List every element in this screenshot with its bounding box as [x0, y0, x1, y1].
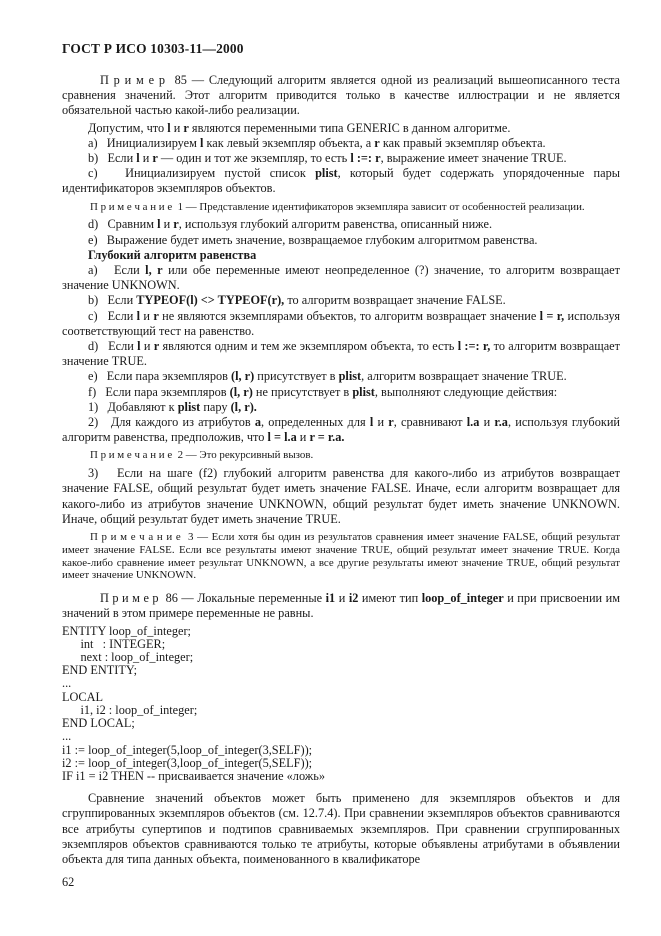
paragraph: 1) Добавляют к plist пару (l, r). [88, 399, 257, 414]
code-line: int : INTEGER; [62, 636, 166, 651]
paragraph: 2) Для каждого из атрибутов a, определенных для l и r, сравнивают l.a и r.a, используя глубокий алгоритм равенства, предположив, что l = l.a и r = r.a. [62, 415, 620, 445]
example-paragraph: П р и м е р 85 — Следующий алгоритм является одной из реализаций вышеописанного теста сравнения значений. Этот алгоритм приводится только в качестве иллюстрации и не является обязательной частью какой-либо реализации. [62, 73, 620, 118]
paragraph: d) Если l и r являются одним и тем же экземпляром объекта, то есть l :=: r, то алгоритм возвращает значение TRUE. [62, 339, 620, 369]
code-line: ... [62, 676, 72, 691]
note: П р и м е ч а н и е 3 — Если хотя бы один из результатов сравнения имеет значение FALSE, общий результат имеет значение FALSE. Если все результаты имеют значение TRUE, общий результат имеет значение TRUE. Когда какое-либо сравнение имеет результат UNKNOWN, а все другие результаты имеют значение TRUE, общий результат имеет значение UNKNOWN. [62, 531, 620, 582]
code-line: END ENTITY; [62, 663, 138, 678]
example-paragraph: П р и м е р 86 — Локальные переменные i1 и i2 имеют тип loop_of_integer и при присвоении им значений в этом примере переменные не равны. [62, 591, 620, 621]
paragraph: a) Если l, r или обе переменные имеют неопределенное (?) значение, то алгоритм возвращает значение UNKNOWN. [62, 263, 620, 293]
paragraph: e) Выражение будет иметь значение, возвращаемое глубоким алгоритмом равенства. [88, 232, 538, 247]
paragraph: c) Если l и r не являются экземплярами объектов, то алгоритм возвращает значение l = r, используя соответствующий тест на равенство. [62, 308, 620, 338]
note: П р и м е ч а н и е 1 — Представление идентификаторов экземпляра зависит от особенностей реализации. [90, 200, 585, 213]
paragraph: f) Если пара экземпляров (l, r) не присутствует в plist, выполняют следующие действия: [88, 384, 558, 399]
paragraph: e) Если пара экземпляров (l, r) присутствует в plist, алгоритм возвращает значение TRUE. [88, 369, 567, 384]
paragraph: c) Инициализируем пустой список plist, который будет содержать упорядоченные пары идентификаторов экземпляров объектов. [62, 166, 621, 196]
paragraph: a) Инициализируем l как левый экземпляр объекта, а r как правый экземпляр объекта. [88, 135, 546, 150]
code-line: ENTITY loop_of_integer; [62, 623, 191, 638]
code-line: next : loop_of_integer; [62, 650, 194, 665]
note: П р и м е ч а н и е 2 — Это рекурсивный вызов. [90, 449, 314, 462]
code-line: ... [62, 729, 72, 744]
code-line: i1, i2 : loop_of_integer; [62, 702, 198, 717]
code-line: i2 := loop_of_integer(3,loop_of_integer(5,SELF)); [62, 755, 313, 770]
express-code-block [62, 625, 620, 783]
paragraph: Допустим, что l и r являются переменными типа GENERIC в данном алгоритме. [88, 120, 511, 135]
code-line: END LOCAL; [62, 716, 135, 731]
code-line: IF i1 = i2 THEN -- присваивается значение «ложь» [62, 768, 326, 783]
section-heading: Глубокий алгоритм равенства [88, 247, 257, 262]
code-line: i1 := loop_of_integer(5,loop_of_integer(3,SELF)); [62, 742, 313, 757]
paragraph: d) Сравним l и r, используя глубокий алгоритм равенства, описанный ниже. [88, 217, 493, 232]
page-number: 62 [62, 875, 75, 890]
code-line: LOCAL [62, 689, 103, 704]
document-content [62, 73, 620, 867]
paragraph: b) Если TYPEOF(l) <> TYPEOF(r), то алгоритм возвращает значение FALSE. [88, 293, 506, 308]
paragraph: b) Если l и r — один и тот же экземпляр, то есть l :=: r, выражение имеет значение TRUE. [88, 151, 567, 166]
paragraph: 3) Если на шаге (f2) глубокий алгоритм равенства для какого-либо из атрибутов возвращает значение FALSE, общий результат будет иметь значение FALSE. Иначе, если алгоритм возвращает для какого-либо из атрибутов значение UNKNOWN, общий результат будет иметь значение UNKNOWN. Иначе, общий результат будет иметь значение TRUE. [62, 466, 620, 526]
standard-code-header: ГОСТ Р ИСО 10303-11—2000 [62, 41, 244, 56]
paragraph: Сравнение значений объектов может быть применено для экземпляров объектов и для сгруппированных экземпляров объектов (см. 12.7.4). При сравнении экземпляров объектов сравниваются все атрибуты супертипов и подтипов сравниваемых экземпляров. При сравнении сгруппированных экземпляров объектов сравниваются только те атрибуты, которые объявлены атрибутами в объявлении объекта для типа данных объекта, поименованного в квалификаторе [62, 791, 620, 866]
